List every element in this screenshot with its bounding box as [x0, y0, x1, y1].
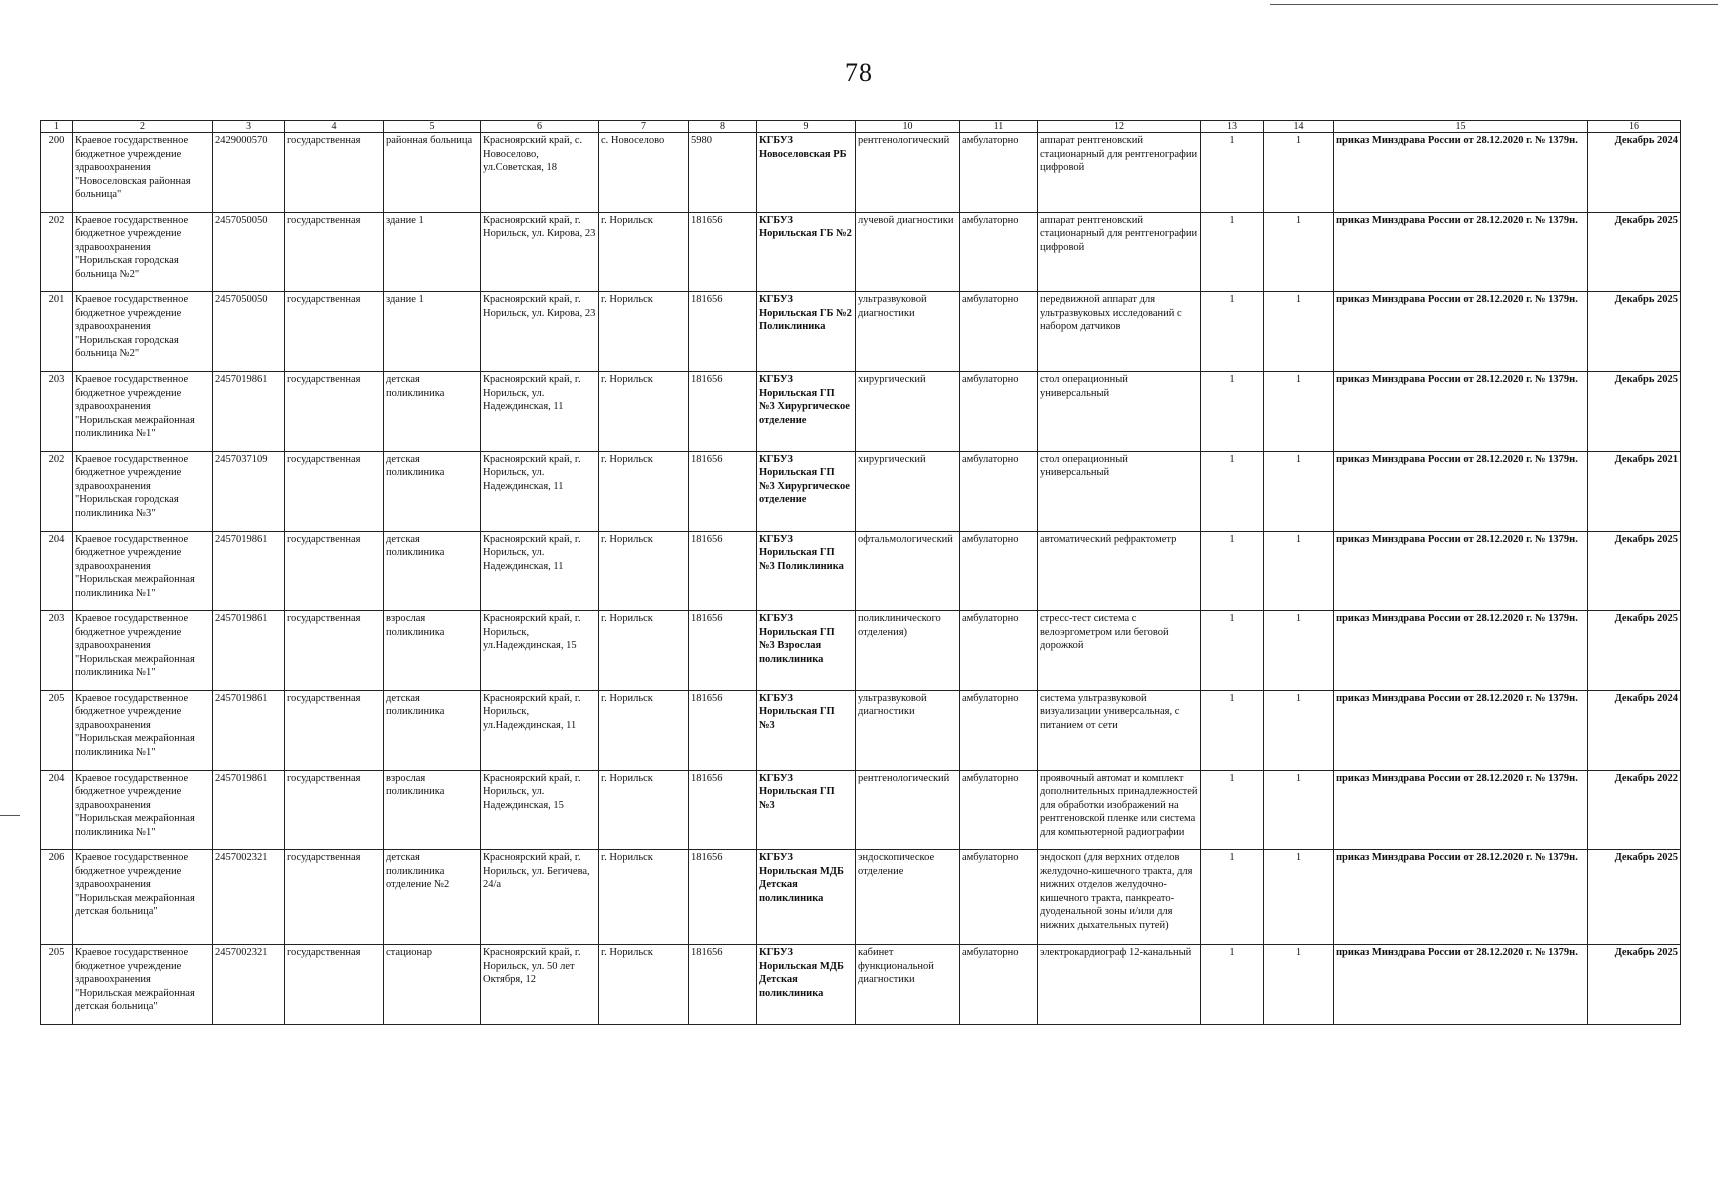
care-type-cell: амбулаторно [960, 292, 1038, 372]
column-number-header: 12 [1038, 121, 1201, 133]
department-cell: хирургический [856, 451, 960, 531]
quantity-required-cell: 1 [1201, 292, 1264, 372]
ownership-cell: государственная [285, 531, 384, 611]
institution-cell: КГБУЗ Норильская МДБ Детская поликлиника [757, 945, 856, 1025]
column-number-header: 11 [960, 121, 1038, 133]
care-type-cell: амбулаторно [960, 945, 1038, 1025]
quantity-purchase-cell: 1 [1264, 212, 1334, 292]
address-cell: Красноярский край, г. Норильск, ул. Кирова, 23 [481, 212, 599, 292]
order-reference-cell: приказ Минздрава России от 28.12.2020 г. № 1379н. [1334, 850, 1588, 945]
facility-cell: здание 1 [384, 292, 481, 372]
population-cell: 181656 [689, 292, 757, 372]
address-cell: Красноярский край, г. Норильск, ул.Надеждинская, 15 [481, 611, 599, 691]
row-number-cell: 200 [41, 133, 73, 213]
department-cell: рентгенологический [856, 770, 960, 850]
column-number-header: 10 [856, 121, 960, 133]
table-row [41, 133, 1681, 213]
locality-cell: г. Норильск [599, 770, 689, 850]
population-cell: 181656 [689, 690, 757, 770]
table-row [41, 611, 1681, 691]
table-row [41, 850, 1681, 945]
deadline-cell: Декабрь 2022 [1588, 770, 1681, 850]
department-cell: эндоскопическое отделение [856, 850, 960, 945]
inn-cell: 2457050050 [213, 292, 285, 372]
deadline-cell: Декабрь 2025 [1588, 850, 1681, 945]
department-cell: хирургический [856, 372, 960, 452]
inn-cell: 2457019861 [213, 611, 285, 691]
column-number-header: 16 [1588, 121, 1681, 133]
inn-cell: 2457050050 [213, 212, 285, 292]
facility-cell: детская поликлиника отделение №2 [384, 850, 481, 945]
order-reference-cell: приказ Минздрава России от 28.12.2020 г. № 1379н. [1334, 372, 1588, 452]
equipment-cell: проявочный автомат и комплект дополнительных принадлежностей для обработки изображений на рентгеновской пленке или система для компьютерной радиографии [1038, 770, 1201, 850]
address-cell: Красноярский край, г. Норильск, ул. Надеждинская, 11 [481, 531, 599, 611]
locality-cell: г. Норильск [599, 372, 689, 452]
organization-cell: Краевое государственное бюджетное учреждение здравоохранения "Норильская межрайонная поликлиника №1" [73, 611, 213, 691]
quantity-purchase-cell: 1 [1264, 292, 1334, 372]
locality-cell: г. Норильск [599, 531, 689, 611]
department-cell: лучевой диагностики [856, 212, 960, 292]
order-reference-cell: приказ Минздрава России от 28.12.2020 г. № 1379н. [1334, 292, 1588, 372]
institution-cell: КГБУЗ Норильская ГБ №2 [757, 212, 856, 292]
table-row [41, 451, 1681, 531]
column-number-header: 2 [73, 121, 213, 133]
quantity-purchase-cell: 1 [1264, 945, 1334, 1025]
quantity-purchase-cell: 1 [1264, 133, 1334, 213]
care-type-cell: амбулаторно [960, 133, 1038, 213]
address-cell: Красноярский край, г. Норильск, ул. Надеждинская, 11 [481, 451, 599, 531]
organization-cell: Краевое государственное бюджетное учреждение здравоохранения "Норильская межрайонная детская больница" [73, 945, 213, 1025]
facility-cell: взрослая поликлиника [384, 770, 481, 850]
table-row [41, 945, 1681, 1025]
department-cell: рентгенологический [856, 133, 960, 213]
deadline-cell: Декабрь 2025 [1588, 292, 1681, 372]
inn-cell: 2457002321 [213, 945, 285, 1025]
equipment-cell: система ультразвуковой визуализации универсальная, с питанием от сети [1038, 690, 1201, 770]
organization-cell: Краевое государственное бюджетное учреждение здравоохранения "Норильская межрайонная детская больница" [73, 850, 213, 945]
deadline-cell: Декабрь 2025 [1588, 531, 1681, 611]
facility-cell: здание 1 [384, 212, 481, 292]
quantity-purchase-cell: 1 [1264, 531, 1334, 611]
facility-cell: детская поликлиника [384, 372, 481, 452]
population-cell: 181656 [689, 770, 757, 850]
locality-cell: г. Норильск [599, 690, 689, 770]
quantity-required-cell: 1 [1201, 451, 1264, 531]
order-reference-cell: приказ Минздрава России от 28.12.2020 г. № 1379н. [1334, 611, 1588, 691]
quantity-purchase-cell: 1 [1264, 850, 1334, 945]
organization-cell: Краевое государственное бюджетное учреждение здравоохранения "Новоселовская районная больница" [73, 133, 213, 213]
equipment-cell: стресс-тест система с велоэргометром или беговой дорожкой [1038, 611, 1201, 691]
institution-cell: КГБУЗ Норильская ГП №3 Взрослая поликлиника [757, 611, 856, 691]
quantity-required-cell: 1 [1201, 690, 1264, 770]
inn-cell: 2429000570 [213, 133, 285, 213]
table-row [41, 372, 1681, 452]
deadline-cell: Декабрь 2025 [1588, 611, 1681, 691]
table-row [41, 690, 1681, 770]
column-number-header: 14 [1264, 121, 1334, 133]
organization-cell: Краевое государственное бюджетное учреждение здравоохранения "Норильская межрайонная поликлиника №1" [73, 372, 213, 452]
facility-cell: детская поликлиника [384, 451, 481, 531]
quantity-purchase-cell: 1 [1264, 372, 1334, 452]
deadline-cell: Декабрь 2025 [1588, 212, 1681, 292]
column-number-header: 4 [285, 121, 384, 133]
equipment-cell: аппарат рентгеновский стационарный для рентгенографии цифровой [1038, 212, 1201, 292]
institution-cell: КГБУЗ Новоселовская РБ [757, 133, 856, 213]
locality-cell: г. Норильск [599, 212, 689, 292]
quantity-purchase-cell: 1 [1264, 451, 1334, 531]
institution-cell: КГБУЗ Норильская МДБ Детская поликлиника [757, 850, 856, 945]
register-body [41, 121, 1681, 1025]
table-row [41, 292, 1681, 372]
population-cell: 181656 [689, 531, 757, 611]
institution-cell: КГБУЗ Норильская ГП №3 Хирургическое отделение [757, 451, 856, 531]
locality-cell: г. Норильск [599, 611, 689, 691]
order-reference-cell: приказ Минздрава России от 28.12.2020 г. № 1379н. [1334, 212, 1588, 292]
deadline-cell: Декабрь 2025 [1588, 945, 1681, 1025]
quantity-purchase-cell: 1 [1264, 770, 1334, 850]
locality-cell: г. Норильск [599, 292, 689, 372]
order-reference-cell: приказ Минздрава России от 28.12.2020 г. № 1379н. [1334, 770, 1588, 850]
locality-cell: г. Норильск [599, 451, 689, 531]
institution-cell: КГБУЗ Норильская ГП №3 Хирургическое отделение [757, 372, 856, 452]
population-cell: 181656 [689, 372, 757, 452]
column-number-header: 15 [1334, 121, 1588, 133]
population-cell: 5980 [689, 133, 757, 213]
care-type-cell: амбулаторно [960, 690, 1038, 770]
quantity-purchase-cell: 1 [1264, 690, 1334, 770]
table-row [41, 531, 1681, 611]
quantity-required-cell: 1 [1201, 850, 1264, 945]
quantity-required-cell: 1 [1201, 945, 1264, 1025]
address-cell: Красноярский край, г. Норильск, ул.Надеждинская, 11 [481, 690, 599, 770]
care-type-cell: амбулаторно [960, 372, 1038, 452]
deadline-cell: Декабрь 2024 [1588, 690, 1681, 770]
column-number-header: 6 [481, 121, 599, 133]
order-reference-cell: приказ Минздрава России от 28.12.2020 г. № 1379н. [1334, 690, 1588, 770]
equipment-cell: передвижной аппарат для ультразвуковых исследований с набором датчиков [1038, 292, 1201, 372]
table-row [41, 770, 1681, 850]
population-cell: 181656 [689, 611, 757, 691]
facility-cell: детская поликлиника [384, 531, 481, 611]
column-number-header: 8 [689, 121, 757, 133]
row-number-cell: 203 [41, 611, 73, 691]
quantity-required-cell: 1 [1201, 133, 1264, 213]
ownership-cell: государственная [285, 292, 384, 372]
institution-cell: КГБУЗ Норильская ГБ №2 Поликлиника [757, 292, 856, 372]
population-cell: 181656 [689, 945, 757, 1025]
department-cell: офтальмологический [856, 531, 960, 611]
organization-cell: Краевое государственное бюджетное учреждение здравоохранения "Норильская городская больница №2" [73, 292, 213, 372]
department-cell: кабинет функциональной диагностики [856, 945, 960, 1025]
organization-cell: Краевое государственное бюджетное учреждение здравоохранения "Норильская межрайонная поликлиника №1" [73, 690, 213, 770]
locality-cell: с. Новоселово [599, 133, 689, 213]
equipment-cell: аппарат рентгеновский стационарный для рентгенографии цифровой [1038, 133, 1201, 213]
department-cell: поликлинического отделения) [856, 611, 960, 691]
quantity-required-cell: 1 [1201, 611, 1264, 691]
locality-cell: г. Норильск [599, 850, 689, 945]
equipment-cell: электрокардиограф 12-канальный [1038, 945, 1201, 1025]
address-cell: Красноярский край, г. Норильск, ул. Бегичева, 24/а [481, 850, 599, 945]
register-sheet [40, 120, 1680, 1025]
organization-cell: Краевое государственное бюджетное учреждение здравоохранения "Норильская межрайонная поликлиника №1" [73, 770, 213, 850]
facility-cell: взрослая поликлиника [384, 611, 481, 691]
deadline-cell: Декабрь 2024 [1588, 133, 1681, 213]
ownership-cell: государственная [285, 372, 384, 452]
population-cell: 181656 [689, 212, 757, 292]
column-number-header: 9 [757, 121, 856, 133]
table-row [41, 212, 1681, 292]
row-number-cell: 202 [41, 451, 73, 531]
order-reference-cell: приказ Минздрава России от 28.12.2020 г. № 1379н. [1334, 133, 1588, 213]
care-type-cell: амбулаторно [960, 850, 1038, 945]
ownership-cell: государственная [285, 770, 384, 850]
quantity-required-cell: 1 [1201, 372, 1264, 452]
row-number-cell: 204 [41, 531, 73, 611]
row-number-cell: 206 [41, 850, 73, 945]
order-reference-cell: приказ Минздрава России от 28.12.2020 г. № 1379н. [1334, 451, 1588, 531]
equipment-cell: автоматический рефрактометр [1038, 531, 1201, 611]
locality-cell: г. Норильск [599, 945, 689, 1025]
row-number-cell: 205 [41, 690, 73, 770]
column-number-header: 5 [384, 121, 481, 133]
deadline-cell: Декабрь 2025 [1588, 372, 1681, 452]
institution-cell: КГБУЗ Норильская ГП №3 Поликлиника [757, 531, 856, 611]
row-number-cell: 204 [41, 770, 73, 850]
deadline-cell: Декабрь 2021 [1588, 451, 1681, 531]
institution-cell: КГБУЗ Норильская ГП №3 [757, 690, 856, 770]
column-number-header: 13 [1201, 121, 1264, 133]
institution-cell: КГБУЗ Норильская ГП №3 [757, 770, 856, 850]
order-reference-cell: приказ Минздрава России от 28.12.2020 г. № 1379н. [1334, 945, 1588, 1025]
column-number-row [41, 121, 1681, 133]
column-number-header: 7 [599, 121, 689, 133]
row-number-cell: 205 [41, 945, 73, 1025]
page-number: 78 [845, 58, 873, 87]
ownership-cell: государственная [285, 945, 384, 1025]
address-cell: Красноярский край, г. Норильск, ул. Кирова, 23 [481, 292, 599, 372]
organization-cell: Краевое государственное бюджетное учреждение здравоохранения "Норильская городская поликлиника №3" [73, 451, 213, 531]
care-type-cell: амбулаторно [960, 770, 1038, 850]
equipment-cell: стол операционный универсальный [1038, 451, 1201, 531]
care-type-cell: амбулаторно [960, 212, 1038, 292]
equipment-cell: стол операционный универсальный [1038, 372, 1201, 452]
ownership-cell: государственная [285, 451, 384, 531]
ownership-cell: государственная [285, 212, 384, 292]
facility-cell: детская поликлиника [384, 690, 481, 770]
inn-cell: 2457019861 [213, 372, 285, 452]
department-cell: ультразвуковой диагностики [856, 690, 960, 770]
facility-cell: районная больница [384, 133, 481, 213]
inn-cell: 2457019861 [213, 531, 285, 611]
scan-edge-line-left [0, 815, 20, 816]
row-number-cell: 203 [41, 372, 73, 452]
care-type-cell: амбулаторно [960, 451, 1038, 531]
quantity-required-cell: 1 [1201, 212, 1264, 292]
organization-cell: Краевое государственное бюджетное учреждение здравоохранения "Норильская городская больница №2" [73, 212, 213, 292]
ownership-cell: государственная [285, 611, 384, 691]
row-number-cell: 202 [41, 212, 73, 292]
address-cell: Красноярский край, г. Норильск, ул. 50 лет Октября, 12 [481, 945, 599, 1025]
column-number-header: 1 [41, 121, 73, 133]
equipment-cell: эндоскоп (для верхних отделов желудочно-кишечного тракта, для нижних отделов желудочно-кишечного тракта, панкреато-дуоденальной зоны и/или для нижних дыхательных путей) [1038, 850, 1201, 945]
facility-cell: стационар [384, 945, 481, 1025]
order-reference-cell: приказ Минздрава России от 28.12.2020 г. № 1379н. [1334, 531, 1588, 611]
inn-cell: 2457019861 [213, 690, 285, 770]
inn-cell: 2457002321 [213, 850, 285, 945]
address-cell: Красноярский край, с. Новоселово, ул.Советская, 18 [481, 133, 599, 213]
inn-cell: 2457037109 [213, 451, 285, 531]
ownership-cell: государственная [285, 850, 384, 945]
population-cell: 181656 [689, 850, 757, 945]
ownership-cell: государственная [285, 133, 384, 213]
organization-cell: Краевое государственное бюджетное учреждение здравоохранения "Норильская межрайонная поликлиника №1" [73, 531, 213, 611]
department-cell: ультразвуковой диагностики [856, 292, 960, 372]
care-type-cell: амбулаторно [960, 531, 1038, 611]
quantity-required-cell: 1 [1201, 531, 1264, 611]
address-cell: Красноярский край, г. Норильск, ул. Надеждинская, 15 [481, 770, 599, 850]
population-cell: 181656 [689, 451, 757, 531]
address-cell: Красноярский край, г. Норильск, ул. Надеждинская, 11 [481, 372, 599, 452]
quantity-required-cell: 1 [1201, 770, 1264, 850]
ownership-cell: государственная [285, 690, 384, 770]
inn-cell: 2457019861 [213, 770, 285, 850]
scan-edge-line-top [1270, 4, 1718, 5]
equipment-register-table [40, 120, 1681, 1025]
row-number-cell: 201 [41, 292, 73, 372]
column-number-header: 3 [213, 121, 285, 133]
quantity-purchase-cell: 1 [1264, 611, 1334, 691]
care-type-cell: амбулаторно [960, 611, 1038, 691]
